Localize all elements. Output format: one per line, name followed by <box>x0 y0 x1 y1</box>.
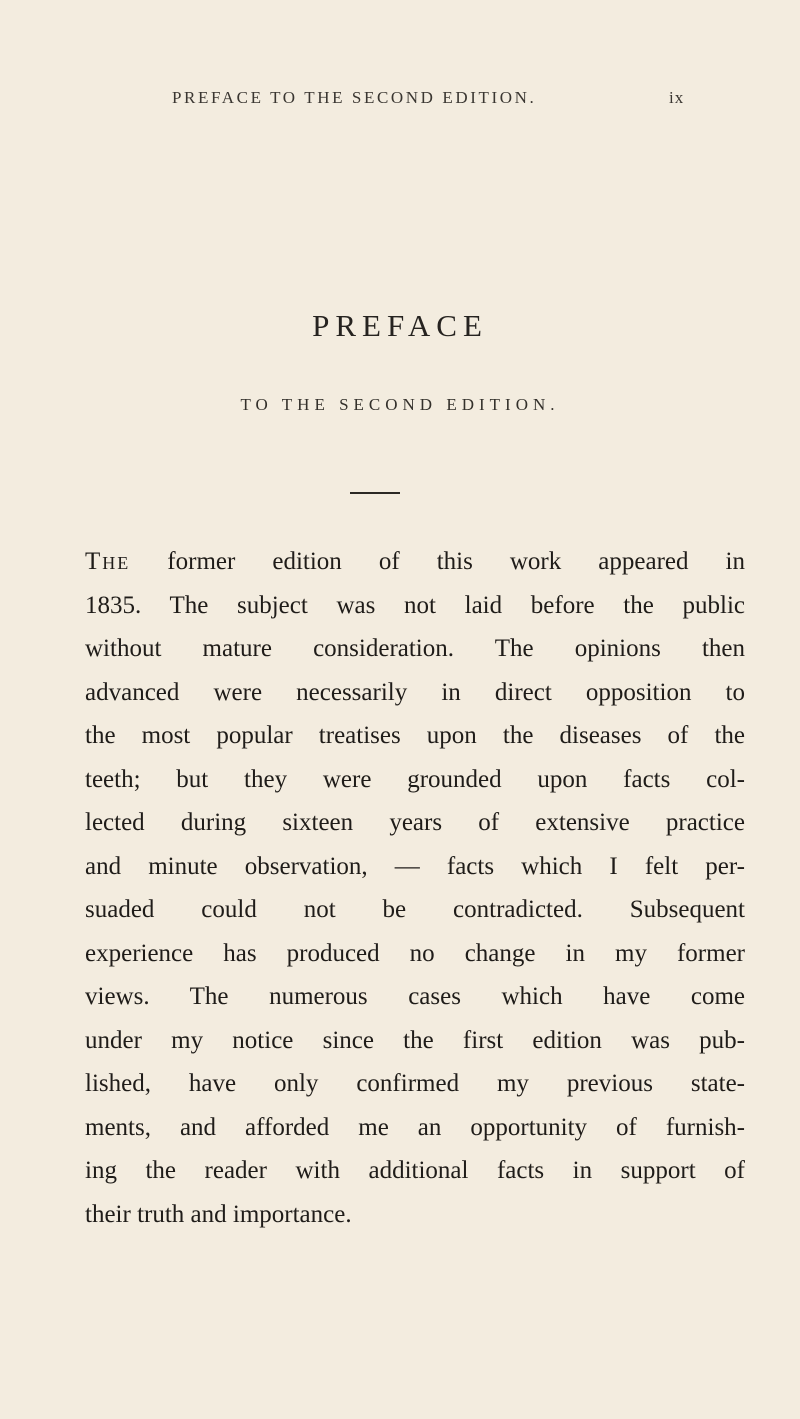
paragraph-line-8: and minute observation, — facts which I felt per- <box>85 852 745 880</box>
paragraph-line-1 <box>85 540 745 584</box>
preface-paragraph <box>85 540 745 1236</box>
running-head <box>0 88 800 118</box>
paragraph-line-7: lected during sixteen years of extensive practice <box>85 809 745 836</box>
paragraph-line-5: the most popular treatises upon the diseases of the <box>85 722 745 749</box>
paragraph-line-3: without mature consideration. The opinions then <box>85 635 745 662</box>
paragraph-line-2: 1835. The subject was not laid before the public <box>85 591 745 619</box>
paragraph-line-10: experience has produced no change in my former <box>85 939 745 967</box>
paragraph-line-1-text: former edition of this work appeared in <box>130 548 745 575</box>
page-number: ix <box>669 88 685 107</box>
preface-subtitle: TO THE SECOND EDITION. <box>240 395 560 414</box>
paragraph-line-14: ments, and afforded me an opportunity of furnish- <box>85 1113 745 1141</box>
paragraph-line-13: lished, have only confirmed my previous state- <box>85 1070 745 1097</box>
paragraph-line-4: advanced were necessarily in direct opposition to <box>85 678 745 706</box>
preface-title: PREFACE <box>312 308 488 343</box>
lead-word: The <box>85 548 131 575</box>
paragraph-line-11: views. The numerous cases which have come <box>85 983 745 1010</box>
paragraph-line-16: their truth and importance. <box>85 1200 352 1228</box>
paragraph-line-9: suaded could not be contradicted. Subsequent <box>85 896 745 923</box>
paragraph-line-15: ing the reader with additional facts in support of <box>85 1157 745 1184</box>
title-divider-rule <box>350 492 400 494</box>
running-title: PREFACE TO THE SECOND EDITION. <box>172 88 537 107</box>
paragraph-line-12: under my notice since the first edition was pub- <box>85 1026 745 1054</box>
paragraph-line-6: teeth; but they were grounded upon facts col- <box>85 765 745 793</box>
